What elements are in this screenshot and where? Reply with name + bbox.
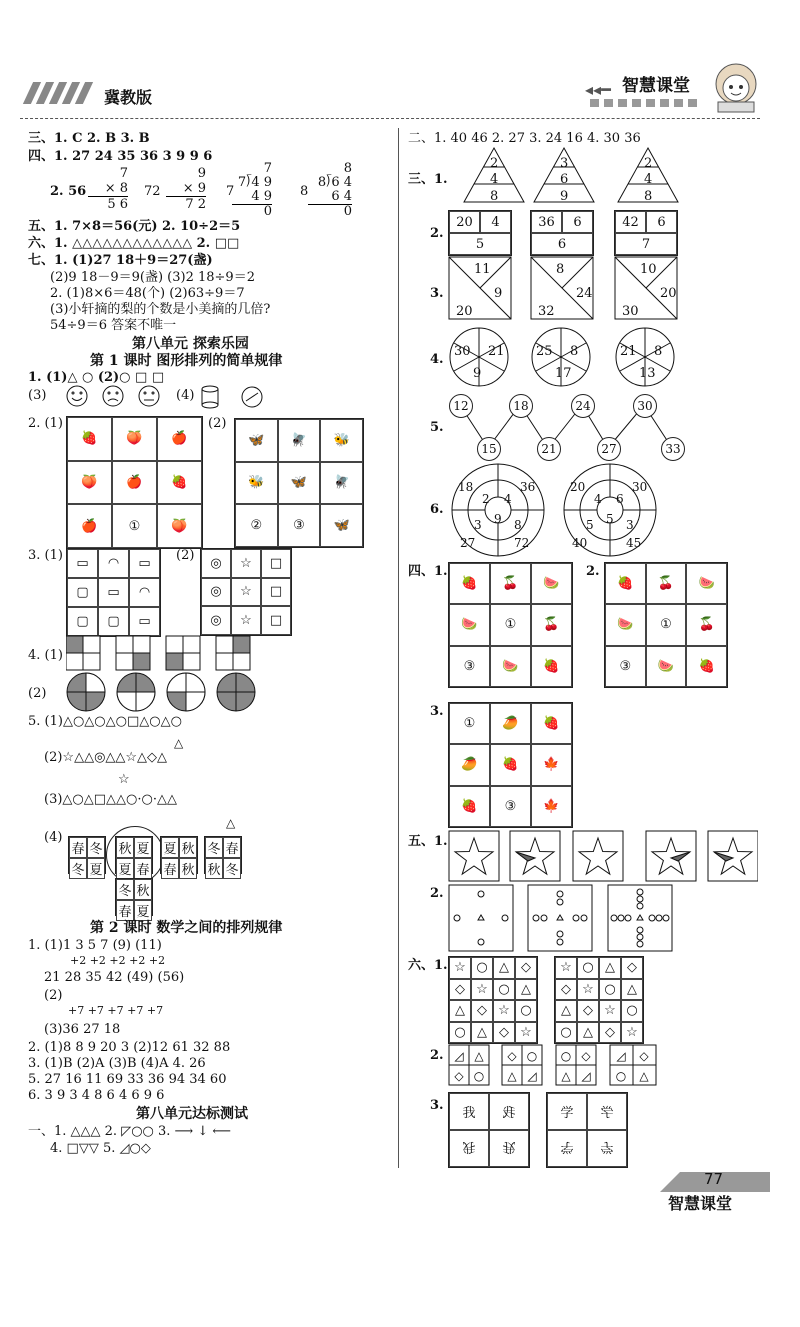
- insect-grid: 🦋 🪰 🐝 🐝 🦋 🪰 ② ③ 🦋: [234, 418, 364, 548]
- strawberry-icon: 🍓: [67, 417, 112, 461]
- box-cell: 6: [531, 233, 593, 255]
- svg-text:○: ○: [526, 1049, 538, 1063]
- chain-circle: 30: [633, 394, 657, 418]
- svg-text:△: △: [474, 1049, 484, 1063]
- target-number: 20: [570, 480, 586, 494]
- svg-text:◇: ◇: [581, 1049, 591, 1063]
- peach-icon: 🍑: [157, 504, 202, 548]
- mango-icon: 🥭: [490, 703, 531, 744]
- apple-icon: 🍎: [67, 504, 112, 548]
- chain-lines: [0, 0, 720, 475]
- cherry-icon: 🍒: [686, 604, 727, 645]
- answer-line: 4. (1): [28, 648, 63, 663]
- box-cell: 20: [449, 211, 480, 233]
- answer-line: 一、1. △△△ 2. ◸○○ 3. ⟶ ↓ ⟵: [28, 1124, 231, 1139]
- star-boxes: [448, 830, 758, 887]
- square-number: 20: [660, 286, 677, 301]
- wheel-number: 21: [488, 344, 505, 359]
- butterfly-icon: 🦋: [278, 462, 321, 505]
- svg-text:○: ○: [473, 1069, 485, 1083]
- answer-line: 2. (1): [28, 416, 63, 431]
- multiplication-work: 7 × 8 5 6: [88, 166, 128, 212]
- target-number: 40: [572, 536, 588, 550]
- cherry-icon: 🍒: [646, 563, 687, 604]
- fruit-grid: ① 🥭 🍓 🥭 🍓 🍁 🍓 ③ 🍁: [448, 702, 573, 828]
- arrow-icon: ◂◂━: [585, 80, 611, 99]
- answer-line: 3.: [430, 286, 444, 301]
- shape-grid: ◎ ☆ □ ◎ ☆ □ ◎ ☆ □: [200, 548, 292, 636]
- chain-circle: 27: [597, 437, 621, 461]
- symbol-grid: ☆ ○ △ ◇ ◇ ☆ ○ △ △ ◇ ☆ ○ ○ △ ◇ ☆: [448, 956, 538, 1044]
- season-grid: 冬 春 秋 冬: [204, 836, 242, 874]
- butterfly-icon: 🦋: [320, 504, 363, 547]
- answer-line: 2.: [586, 564, 600, 579]
- target-number: 72: [514, 536, 530, 550]
- watermelon-icon: 🍉: [605, 604, 646, 645]
- fruit-grid: 🍓 🍑 🍎 🍑 🍎 🍓 🍎 ① 🍑: [66, 416, 203, 549]
- butterfly-icon: 🦋: [235, 419, 278, 462]
- square-number: 24: [576, 286, 593, 301]
- answer-line: 5. (1)△○△○△○□△○△○: [28, 714, 182, 729]
- target-number: 3: [474, 518, 482, 532]
- strawberry-icon: 🍓: [686, 646, 727, 687]
- character-grid: 学 学 学 学: [546, 1092, 628, 1168]
- triangle-mark: △: [226, 816, 236, 830]
- target-number: 2: [482, 492, 490, 506]
- plus-labels: +2 +2 +2 +2 +2: [70, 954, 166, 967]
- target-number: 3: [626, 518, 634, 532]
- square-number: 20: [456, 304, 473, 319]
- leaf-icon: 🍁: [531, 786, 572, 827]
- target-number: 9: [494, 512, 502, 526]
- lesson-title: 第 2 课时 数学之间的排列规律: [90, 920, 283, 936]
- answer-line: (2): [176, 548, 195, 563]
- strawberry-icon: 🍓: [531, 703, 572, 744]
- svg-text:◇: ◇: [454, 1069, 464, 1083]
- answer-line: (3)△○△□△△○·○·△△: [44, 792, 177, 807]
- wheel-number: 21: [620, 344, 637, 359]
- svg-text:◿: ◿: [616, 1049, 626, 1063]
- square-number: 9: [494, 286, 503, 301]
- dot-pattern-boxes: [448, 884, 678, 959]
- multiplication-work: 9 × 9 7 2: [166, 166, 206, 212]
- answer-line: 五、1.: [408, 834, 448, 849]
- triangle-number: 6: [560, 172, 569, 187]
- target-number: 5: [606, 512, 614, 526]
- triangle-number: 3: [560, 156, 569, 171]
- watermelon-icon: 🍉: [490, 646, 531, 687]
- triangle-number: 8: [490, 189, 499, 204]
- svg-text:○: ○: [615, 1069, 627, 1083]
- box-cell: 42: [615, 211, 646, 233]
- target-number: 18: [458, 480, 474, 494]
- season-grid: 春 冬 冬 夏: [68, 836, 106, 874]
- target-number: 5: [586, 518, 594, 532]
- answer-line: (2): [208, 416, 227, 431]
- strawberry-icon: 🍓: [490, 744, 531, 785]
- bee-icon: 🐝: [320, 419, 363, 462]
- wheel-number: 9: [473, 366, 482, 381]
- answer-line: 2.: [430, 886, 444, 901]
- answer-line: 6.: [430, 502, 444, 517]
- box-cell: 36: [531, 211, 562, 233]
- answer-line: (2): [44, 988, 63, 1003]
- strawberry-icon: 🍓: [449, 786, 490, 827]
- footer-brand: 智慧课堂: [668, 1194, 733, 1213]
- answer-line: 21 28 35 42 (49) (56): [44, 970, 185, 985]
- answer-line: 四、1. 27 24 35 36 3 9 9 6: [28, 149, 213, 164]
- answer-line: 2.: [430, 226, 444, 241]
- strawberry-icon: 🍓: [605, 563, 646, 604]
- answer-line: 4. □▽▽ 5. ◿○◇: [50, 1141, 151, 1156]
- answer-line: 7: [226, 184, 235, 199]
- answer-line: 1. (1)△ ○ (2)○ □ □: [28, 370, 165, 385]
- answer-line: 5. 27 16 11 69 33 36 94 34 60: [28, 1072, 227, 1087]
- answer-line: 2. 56: [50, 184, 87, 199]
- cherry-icon: 🍒: [490, 563, 531, 604]
- strawberry-icon: 🍓: [157, 461, 202, 505]
- triangle-number: 4: [490, 172, 499, 187]
- answer-line: (3): [28, 388, 47, 403]
- svg-text:△: △: [507, 1069, 517, 1083]
- star-mark: ☆: [118, 772, 130, 787]
- watermelon-icon: 🍉: [531, 563, 572, 604]
- character-grid: 我 我 我 我: [448, 1092, 530, 1168]
- peach-icon: 🍑: [112, 417, 157, 461]
- square-number: 32: [538, 304, 555, 319]
- triangle-number: 8: [644, 189, 653, 204]
- wheel-number: 8: [570, 344, 579, 359]
- answer-line: 4.: [430, 352, 444, 367]
- symbol-grid: ☆ ○ △ ◇ ◇ ☆ ○ △ △ ◇ ☆ ○ ○ △ ◇ ☆: [554, 956, 644, 1044]
- wheel-number: 25: [536, 344, 553, 359]
- answer-line: 3. (1): [28, 548, 63, 563]
- answer-line: 七、1. (1)27 18＋9＝27(盏): [28, 253, 213, 268]
- answer-line: 3.: [430, 704, 444, 719]
- test-title: 第八单元达标测试: [136, 1106, 248, 1122]
- answer-line: 四、1.: [408, 564, 448, 579]
- box-cell: 5: [449, 233, 511, 255]
- answer-line: 2. (1)8 8 9 20 3 (2)12 61 32 88: [28, 1040, 231, 1055]
- triangle-number: 4: [644, 172, 653, 187]
- fruit-grid: 🍓 🍒 🍉 🍉 ① 🍒 ③ 🍉 🍓: [448, 562, 573, 688]
- division-work: 8 8⟌6 4 6 4 0: [308, 162, 352, 219]
- division-work: 7 7⟌4 9 4 9 0: [232, 162, 272, 219]
- answer-line: 1. (1)1 3 5 7 (9) (11): [28, 938, 162, 953]
- box-cell: 6: [562, 211, 593, 233]
- square-number: 8: [556, 262, 565, 277]
- chain-circle: 21: [537, 437, 561, 461]
- season-grid: 夏 秋 春 秋: [160, 836, 198, 874]
- edition-label: 冀教版: [104, 88, 153, 107]
- strawberry-icon: 🍓: [531, 646, 572, 687]
- shape-pairs: [448, 1044, 658, 1093]
- apple-icon: 🍎: [112, 461, 157, 505]
- answer-line: (4): [176, 388, 195, 403]
- cherry-icon: 🍒: [531, 604, 572, 645]
- svg-text:◇: ◇: [507, 1049, 517, 1063]
- box-cell: 7: [615, 233, 677, 255]
- target-number: 4: [504, 492, 512, 506]
- bee-icon: 🐝: [235, 462, 278, 505]
- target-number: 6: [616, 492, 624, 506]
- answer-line: (2)☆△△◎△△☆△◇△: [44, 750, 168, 765]
- svg-text:△: △: [639, 1069, 649, 1083]
- chain-circle: 12: [449, 394, 473, 418]
- box-cell: 6: [646, 211, 677, 233]
- square-number: 30: [622, 304, 639, 319]
- wheel-number: 13: [639, 366, 656, 381]
- answer-line: (3)小轩摘的梨的个数是小美摘的几倍?: [50, 302, 271, 317]
- answer-line: 三、1.: [408, 172, 448, 187]
- answer-line: 6. 3 9 3 4 8 6 4 6 9 6: [28, 1088, 165, 1103]
- answer-line: 5.: [430, 420, 444, 435]
- svg-text:○: ○: [560, 1049, 572, 1063]
- answer-line: 2. (1)8×6＝48(个) (2)63÷9＝7: [50, 286, 245, 301]
- target-number: 36: [520, 480, 536, 494]
- watermelon-icon: 🍉: [646, 646, 687, 687]
- dragonfly-icon: 🪰: [320, 462, 363, 505]
- answer-line: (2)9 18－9＝9(盏) (3)2 18÷9＝2: [50, 270, 255, 285]
- chain-circle: 18: [509, 394, 533, 418]
- svg-text:△: △: [561, 1069, 571, 1083]
- triangle-number: 9: [560, 189, 569, 204]
- svg-text:◇: ◇: [639, 1049, 649, 1063]
- triangle-number: 2: [644, 156, 653, 171]
- leaf-icon: 🍁: [531, 744, 572, 785]
- answer-line: 2.: [430, 1048, 444, 1063]
- answer-line: (4): [44, 830, 63, 845]
- answer-line: 三、1. C 2. B 3. B: [28, 131, 150, 146]
- target-number: 27: [460, 536, 476, 550]
- svg-text:◿: ◿: [581, 1069, 591, 1083]
- page-number: 77: [704, 1170, 724, 1188]
- watermelon-icon: 🍉: [686, 563, 727, 604]
- box-cell: 4: [480, 211, 511, 233]
- svg-text:◿: ◿: [527, 1069, 537, 1083]
- answer-line: 3. (1)B (2)A (3)B (4)A 4. 26: [28, 1056, 206, 1071]
- unit-title: 第八单元 探索乐园: [132, 336, 249, 352]
- wheel-number: 17: [555, 366, 572, 381]
- answer-line: 3.: [430, 1098, 444, 1113]
- wheel-number: 8: [654, 344, 663, 359]
- target-number: 4: [594, 492, 602, 506]
- wheel-number: 30: [454, 344, 471, 359]
- shape-grid: ▭ ◠ ▭ ▢ ▭ ◠ ▢ ▢ ▭: [66, 548, 161, 637]
- answer-line: 六、1.: [408, 958, 448, 973]
- chain-circle: 33: [661, 437, 685, 461]
- target-number: 8: [514, 518, 522, 532]
- mango-icon: 🥭: [449, 744, 490, 785]
- triangle-mark: △: [174, 736, 184, 750]
- peach-icon: 🍑: [67, 461, 112, 505]
- answer-line: 二、1. 40 46 2. 27 3. 24 16 4. 30 36: [408, 131, 641, 146]
- answer-line: 8: [300, 184, 309, 199]
- answer-line: 54÷9＝6 答案不唯一: [50, 318, 177, 333]
- brand-title: 智慧课堂: [622, 76, 690, 96]
- plus-labels: +7 +7 +7 +7 +7: [68, 1004, 164, 1017]
- dragonfly-icon: 🪰: [278, 419, 321, 462]
- strawberry-icon: 🍓: [449, 563, 490, 604]
- answer-line: 72: [144, 184, 161, 199]
- chain-circle: 15: [477, 437, 501, 461]
- lesson-title: 第 1 课时 图形排列的简单规律: [90, 353, 283, 369]
- chain-circle: 24: [571, 394, 595, 418]
- svg-text:◿: ◿: [454, 1049, 464, 1063]
- target-number: 30: [632, 480, 648, 494]
- answer-line: (3)36 27 18: [44, 1022, 121, 1037]
- answer-line: 五、1. 7×8＝56(元) 2. 10÷2＝5: [28, 219, 241, 234]
- square-number: 10: [640, 262, 657, 277]
- watermelon-icon: 🍉: [449, 604, 490, 645]
- season-grid: 秋 夏 夏 春: [115, 836, 153, 874]
- answer-line: 六、1. △△△△△△△△△△△△ 2. □□: [28, 236, 240, 251]
- answer-line: (2): [28, 686, 47, 701]
- season-grid: 冬 秋 春 夏: [115, 878, 153, 916]
- target-number: 45: [626, 536, 642, 550]
- square-number: 11: [474, 262, 491, 277]
- fruit-grid: 🍓 🍒 🍉 🍉 ① 🍒 ③ 🍉 🍓: [604, 562, 728, 688]
- apple-icon: 🍎: [157, 417, 202, 461]
- quartered-circles: [66, 670, 256, 719]
- triangle-number: 2: [490, 156, 499, 171]
